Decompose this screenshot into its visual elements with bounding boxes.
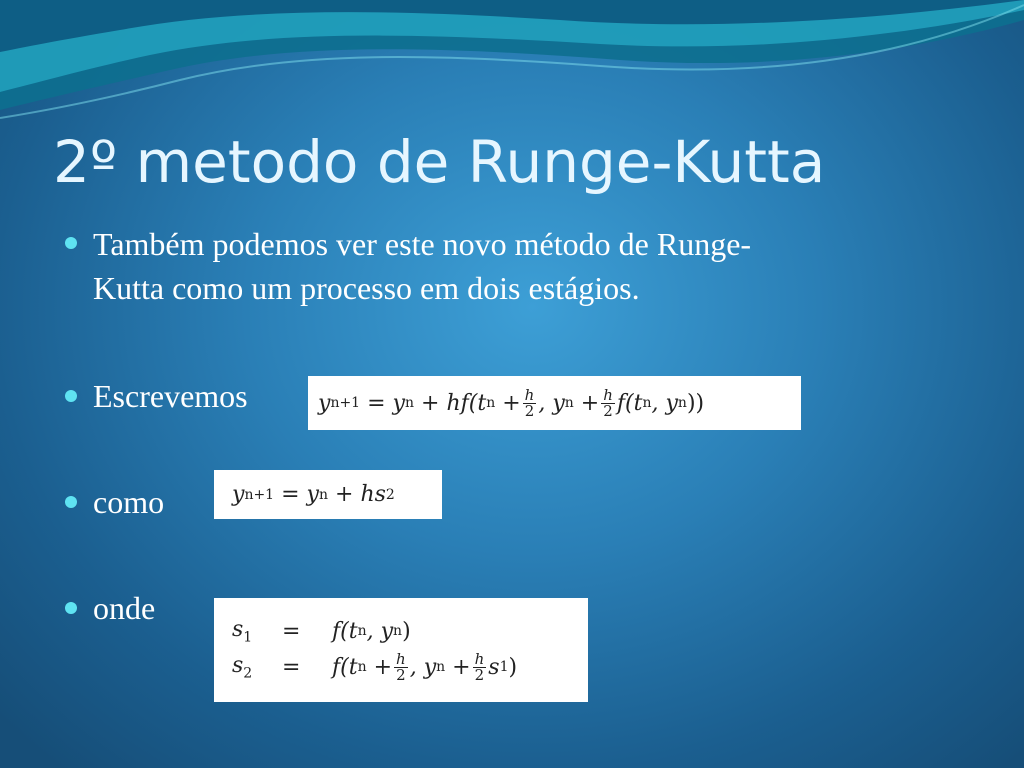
bullet-escrevemos: Escrevemos [93,378,248,414]
equation-stage-1: $s_1$ = f(t n , y n ) [232,617,411,646]
bullet-dot [65,390,77,402]
bullet-intro-line2: Kutta como um processo em dois estágios. [93,270,640,306]
bullet-onde: onde [93,590,156,626]
bullet-dot [65,602,77,614]
equation-rk2-compact: y n+1 = y n + hs 2 [214,470,442,519]
bullet-como: como [93,484,165,520]
equation-rk2-full: y n+1 = y n + hf( t n + $\frac{h}{2}$ , y n + $\frac{h}{2}$ f(t n , y n )) [308,376,801,430]
bullet-dot [65,237,77,249]
slide-title: 2º metodo de Runge-Kutta [53,128,826,196]
bullet-dot [65,496,77,508]
equation-stage-2: $s_2$ = f(t n + $\frac{h}{2}$ , y n + $\frac{h}{2}$ s 1 ) [232,649,518,684]
header-wave-decoration [0,0,1024,130]
bullet-intro-line1: Também podemos ver este novo método de Runge- [93,226,752,262]
bullet-intro [93,222,751,310]
equation-stages [214,598,588,702]
